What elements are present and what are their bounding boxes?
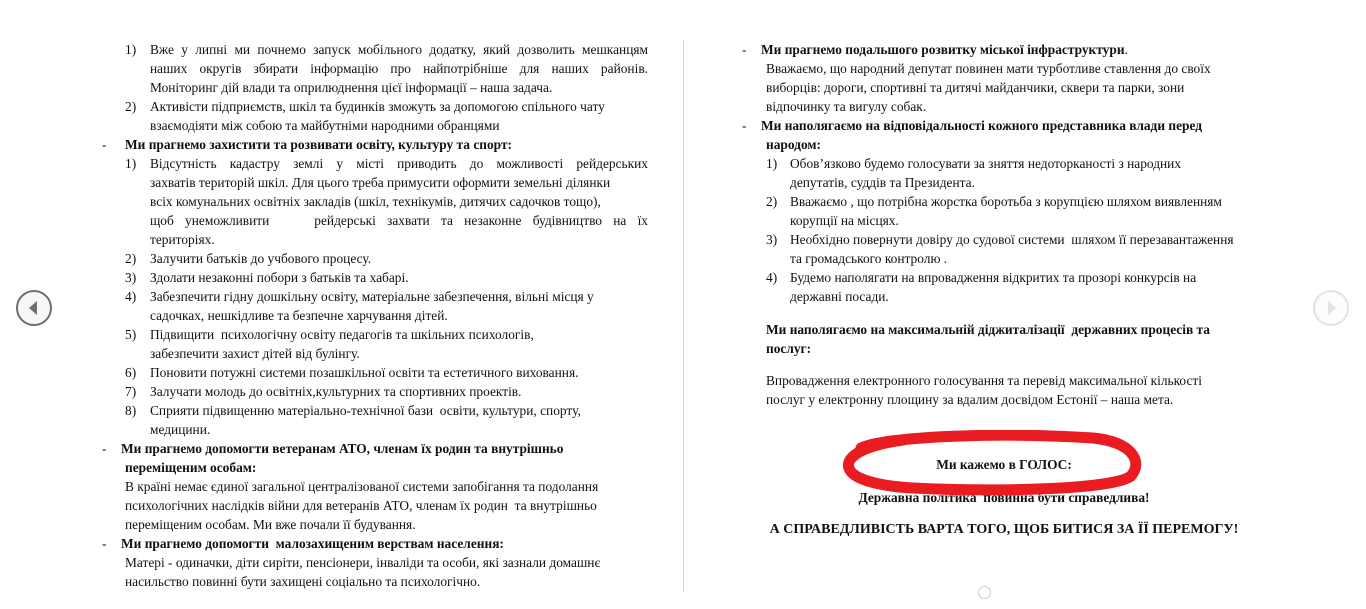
paragraph-line: В країні немає єдиної загальної централізованої системи запобігання та подолання [125, 479, 599, 494]
list-item-line: Сприяти підвищенню матеріально-технічної бази освіти, культури, спорту, [150, 403, 581, 418]
list-item-line: Вже у липні ми почнемо запуск мобільного додатку, який дозволить мешканцям [150, 42, 648, 57]
next-page-button[interactable] [1313, 290, 1349, 326]
paragraph-line: Впровадження електронного голосування та перевід максимальної кількості [766, 373, 1202, 388]
list-item-line: Відсутність кадастру землі у місті приводить до можливості рейдерських [150, 156, 648, 171]
list-item-line: взаємодіяти між собою та майбутніми народними обранцями [150, 118, 500, 133]
section-heading-text: Ми прагнемо подальшого розвитку міської інфраструктури [761, 42, 1125, 57]
closing-slogan: А СПРАВЕДЛИВІСТЬ ВАРТА ТОГО, ЩОБ БИТИСЯ ЗА ЇЇ ПЕРЕМОГУ! [769, 522, 1239, 537]
list-item-line: Моніторинг дій влади та оприлюднення цієї інформації – наша задача. [150, 80, 553, 95]
list-number: 4) [125, 289, 137, 304]
paragraph-line: виборців: дороги, спортивні та дитячі майданчики, сквери та парки, зони [766, 80, 1185, 95]
list-item-line: Залучати молодь до освітніх,культурних та спортивних проектів. [150, 384, 522, 399]
list-item-line: Залучити батьків до учбового процесу. [150, 251, 372, 266]
list-number: 6) [125, 365, 137, 380]
section-heading-responsibility: Ми наполягаємо на відповідальності кожного представника влади перед [761, 118, 1203, 133]
section-heading-vulnerable: Ми прагнемо допомогти малозахищеним верствам населення: [121, 536, 504, 551]
list-item-line: щоб унеможливити рейдерські захвати та незаконне будівництво на їх [150, 213, 648, 228]
closing-policy-line: Державна політика повинна бути справедлива! [858, 490, 1150, 505]
list-number: 2) [125, 251, 137, 266]
list-item-line: забезпечити захист дітей від булінгу. [150, 346, 360, 361]
section-heading-digital: Ми наполягаємо на максимальній діджиталізації державних процесів та [766, 322, 1210, 337]
list-item-line: Поновити потужні системи позашкільної освіти та естетичного виховання. [150, 365, 579, 380]
list-item-line: захватів територій шкіл. Для цього треба примусити оформити земельні ділянки [150, 175, 611, 190]
list-item-line: Обов’язково будемо голосувати за зняття недоторканості з народних [790, 156, 1182, 171]
page-indicator-dot[interactable] [978, 586, 991, 599]
paragraph-line: Матері - одиначки, діти сиріти, пенсіонери, інваліди та особи, які зазнали домашнє [125, 555, 601, 570]
list-item-line: Підвищити психологічну освіту педагогів та шкільних психологів, [150, 327, 534, 342]
list-number: 2) [125, 99, 137, 114]
closing-say-line: Ми кажемо в ГОЛОС: [936, 457, 1072, 472]
list-number: 8) [125, 403, 137, 418]
list-item-line: Активісти підприємств, шкіл та будинків зможуть за допомогою спільного чату [150, 99, 605, 114]
section-heading-infrastructure [761, 40, 1128, 59]
list-item-line: Будемо наполягати на впровадження відкритих та прозорі конкурсів на [790, 270, 1197, 285]
list-item-line: Здолати незаконні побори з батьків та хабарі. [150, 270, 409, 285]
prev-page-button[interactable] [16, 290, 52, 326]
paragraph-line: психологічних наслідків війни для ветеранів АТО, членам їх родин та внутрішньо [125, 498, 597, 513]
bullet-dash: - [742, 42, 747, 57]
list-item-line: медицини. [150, 422, 211, 437]
paragraph-line: послуг у електронну площину за вдалим досвідом Естонії – наша мета. [766, 392, 1174, 407]
section-heading-tail: . [1124, 42, 1128, 57]
list-item-line: та громадського контролю . [790, 251, 948, 266]
list-item-line: Вважаємо , що потрібна жорстка боротьба з корупцією шляхом виявленням [790, 194, 1222, 209]
red-circle-annotation [843, 430, 1145, 496]
paragraph-line: Вважаємо, що народний депутат повинен мати турботливе ставлення до своїх [766, 61, 1211, 76]
bullet-dash: - [742, 118, 747, 133]
list-number: 2) [766, 194, 778, 209]
list-number: 1) [125, 42, 137, 57]
list-number: 3) [125, 270, 137, 285]
chevron-right-icon [1315, 292, 1347, 324]
list-item-line: всіх комунальних освітніх закладів (шкіл, технікумів, дитячих садочков тощо), [150, 194, 601, 209]
list-number: 5) [125, 327, 137, 342]
section-heading-digital-cont: послуг: [766, 341, 812, 356]
paragraph-line: переміщеним особам. Ми вже почали її будування. [125, 517, 416, 532]
paragraph-line: відпочинку та вигулу собак. [766, 99, 927, 114]
paragraph-line: насильство повинні бути захищені соціально та психологічно. [125, 574, 481, 589]
list-item-line: Необхідно повернути довіру до судової системи шляхом її перезавантаження [790, 232, 1234, 247]
list-number: 1) [766, 156, 778, 171]
list-number: 4) [766, 270, 778, 285]
list-number: 3) [766, 232, 778, 247]
bullet-dash: - [102, 137, 107, 152]
section-heading-veterans-cont: переміщеним особам: [125, 460, 257, 475]
list-item-line: Забезпечити гідну дошкільну освіту, матеріальне забезпечення, вільні місця у [150, 289, 594, 304]
list-item-line: державні посади. [790, 289, 889, 304]
section-heading-veterans: Ми прагнемо допомогти ветеранам АТО, членам їх родин та внутрішньо [121, 441, 564, 456]
chevron-left-icon [18, 292, 50, 324]
list-item-line: територіях. [150, 232, 215, 247]
list-item-line: депутатів, суддів та Президента. [790, 175, 975, 190]
right-page [684, 0, 1366, 609]
list-item-line: корупції на місцях. [790, 213, 899, 228]
list-number: 1) [125, 156, 137, 171]
list-item-line: наших округів збирати інформацію про найпотрібніше для наших районів. [150, 61, 648, 76]
list-number: 7) [125, 384, 137, 399]
list-item-line: садочках, нешкідливе та безпечне харчування дітей. [150, 308, 448, 323]
bullet-dash: - [102, 441, 107, 456]
section-heading-education: Ми прагнемо захистити та розвивати освіту, культуру та спорт: [125, 137, 512, 152]
bullet-dash: - [102, 536, 107, 551]
section-heading-responsibility-cont: народом: [766, 137, 821, 152]
